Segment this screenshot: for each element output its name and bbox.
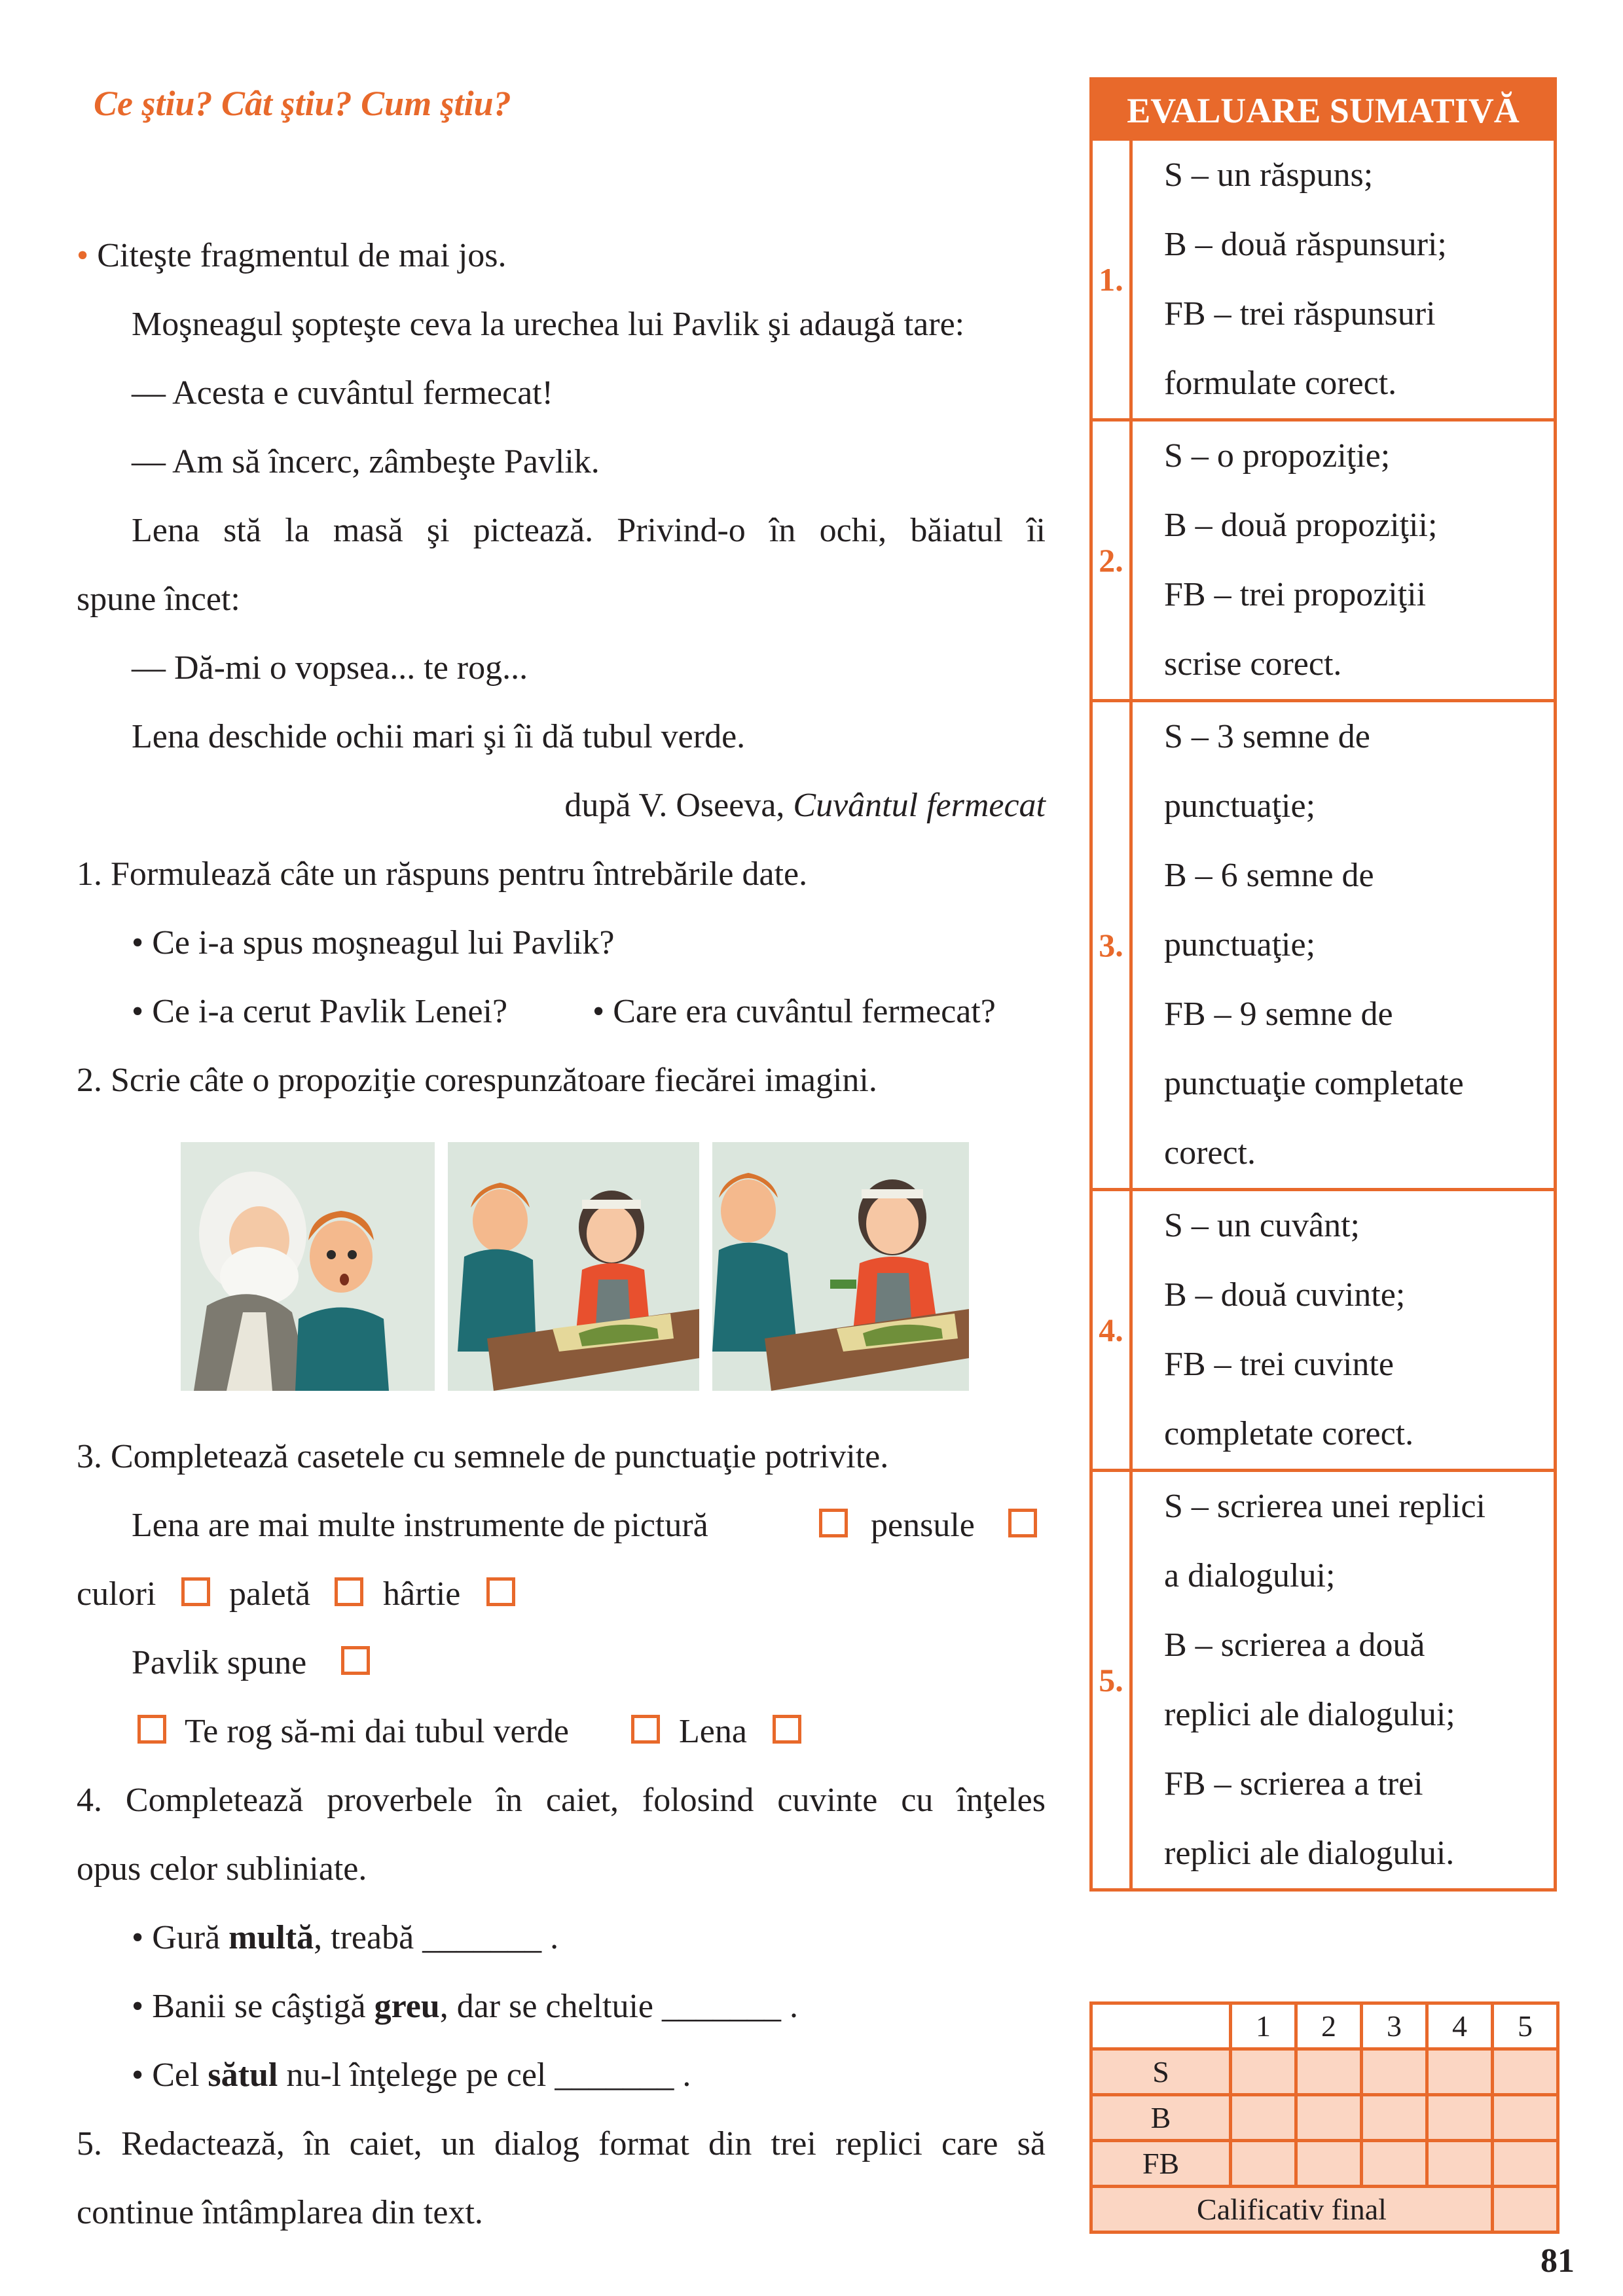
text-line-2: — Acesta e cuvântul fermecat!	[132, 374, 553, 412]
illustration-girl-giving-tube	[712, 1142, 969, 1391]
source-citation: după V. Oseeva, Cuvântul fermecat	[564, 787, 1046, 824]
score-cell[interactable]	[1493, 2095, 1558, 2141]
evaluation-row-number: 4.	[1093, 1191, 1133, 1469]
text-line-1: Moşneagul şopteşte ceva la urechea lui Pavlik şi adaugă tare:	[132, 306, 965, 343]
score-cell[interactable]	[1362, 2141, 1427, 2187]
criterion-line: B – două propoziţii;	[1164, 507, 1438, 544]
criterion-line: replici ale dialogului.	[1164, 1835, 1455, 1872]
criterion-line: S – scrierea unei replici	[1164, 1488, 1486, 1525]
score-column-header: 2	[1296, 2003, 1362, 2049]
score-row-label: B	[1091, 2095, 1231, 2141]
evaluation-row-2	[1093, 418, 1554, 699]
score-cell[interactable]	[1296, 2049, 1362, 2095]
score-row-label: FB	[1091, 2141, 1231, 2187]
punctuation-box-2[interactable]	[1008, 1509, 1037, 1537]
punctuation-box-4[interactable]	[335, 1577, 363, 1606]
task-3-line-1a: Lena are mai multe instrumente de pictură	[132, 1507, 708, 1544]
evaluation-row-4	[1093, 1188, 1554, 1469]
section-heading: Ce ştiu? Cât ştiu? Cum ştiu?	[94, 84, 511, 123]
task-5-line-1: 5. Redactează, în caiet, un dialog format din trei replici care să	[77, 2125, 1046, 2162]
criterion-line: a dialogului;	[1164, 1557, 1336, 1594]
punctuation-box-6[interactable]	[341, 1646, 370, 1675]
score-cell[interactable]	[1296, 2141, 1362, 2187]
text-line-7: Lena deschide ochii mari şi îi dă tubul verde.	[132, 718, 746, 755]
punctuation-box-5[interactable]	[486, 1577, 515, 1606]
punctuation-box-7[interactable]	[137, 1715, 166, 1744]
task-4-title-2: opus celor subliniate.	[77, 1850, 367, 1888]
task-3-line-2b: paletă	[229, 1575, 311, 1613]
text-line-6: — Dă-mi o vopsea... te rog...	[132, 649, 528, 687]
score-cell[interactable]	[1362, 2095, 1427, 2141]
score-table	[1089, 2001, 1559, 2234]
proverb-3: • Cel sătul nu-l înţelege pe cel _______ .	[132, 2056, 691, 2094]
score-row-final	[1091, 2187, 1558, 2233]
score-cell[interactable]	[1231, 2095, 1296, 2141]
evaluation-header: EVALUARE SUMATIVĂ	[1093, 81, 1554, 141]
instruction: • Citeşte fragmentul de mai jos.	[77, 237, 507, 274]
punctuation-box-3[interactable]	[181, 1577, 210, 1606]
criterion-line: B – două cuvinte;	[1164, 1276, 1406, 1314]
task-1-title: 1. Formulează câte un răspuns pentru întrebările date.	[77, 855, 808, 893]
task-3-title: 3. Completează casetele cu semnele de punctuaţie potrivite.	[77, 1438, 889, 1475]
proverb-2: • Banii se câştigă greu, dar se cheltuie _______ .	[132, 1988, 798, 2025]
task-4-title-1: 4. Completează proverbele în caiet, folosind cuvinte cu înţeles	[77, 1782, 1046, 1819]
final-grade-label: Calificativ final	[1091, 2187, 1493, 2233]
bullet: •	[77, 237, 98, 274]
task-2-title: 2. Scrie câte o propoziţie corespunzătoare fiecărei imagini.	[77, 1062, 877, 1099]
task-3-line-3: Pavlik spune	[132, 1644, 307, 1681]
evaluation-table	[1089, 77, 1557, 1892]
task-3-line-4b: Lena	[679, 1713, 747, 1750]
old-man-whisper-drawing	[181, 1142, 435, 1391]
score-column-header: 3	[1362, 2003, 1427, 2049]
criterion-line: FB – trei propoziţii	[1164, 576, 1427, 613]
score-row-fb	[1091, 2141, 1558, 2187]
criterion-line: replici ale dialogului;	[1164, 1696, 1455, 1733]
text-line-4: Lena stă la masă şi pictează. Privind-o în ochi, băiatul îi	[132, 512, 1046, 549]
score-cell[interactable]	[1296, 2095, 1362, 2141]
score-column-header: 5	[1493, 2003, 1558, 2049]
painting-scene-drawing	[448, 1142, 699, 1391]
score-cell[interactable]	[1231, 2049, 1296, 2095]
page-number: 81	[1541, 2242, 1575, 2280]
task-3-line-2a: culori	[77, 1575, 156, 1613]
criterion-line: corect.	[1164, 1134, 1256, 1172]
score-row-s	[1091, 2049, 1558, 2095]
criterion-line: B – scrierea a două	[1164, 1626, 1425, 1664]
criterion-line: B – două răspunsuri;	[1164, 226, 1447, 263]
evaluation-row-3	[1093, 699, 1554, 1188]
criterion-line: formulate corect.	[1164, 365, 1397, 402]
task-5-line-2: continue întâmplarea din text.	[77, 2194, 483, 2231]
criterion-line: punctuaţie;	[1164, 787, 1316, 825]
criterion-line: punctuaţie;	[1164, 926, 1316, 963]
criterion-line: S – 3 semne de	[1164, 718, 1370, 755]
criterion-line: FB – 9 semne de	[1164, 996, 1393, 1033]
score-cell[interactable]	[1231, 2141, 1296, 2187]
criterion-line: punctuaţie completate	[1164, 1065, 1464, 1102]
illustration-old-man-whispering	[181, 1142, 435, 1391]
criterion-line: S – un cuvânt;	[1164, 1207, 1360, 1244]
evaluation-row-number: 3.	[1093, 702, 1133, 1188]
score-cell[interactable]	[1427, 2141, 1493, 2187]
evaluation-row-number: 5.	[1093, 1472, 1133, 1888]
criterion-line: S – o propoziţie;	[1164, 437, 1391, 475]
punctuation-box-9[interactable]	[773, 1715, 801, 1744]
task-3-line-1b: pensule	[871, 1507, 975, 1544]
text-line-5: spune încet:	[77, 581, 240, 618]
criterion-line: FB – trei răspunsuri	[1164, 295, 1436, 332]
giving-tube-drawing	[712, 1142, 969, 1391]
evaluation-row-5	[1093, 1469, 1554, 1888]
score-cell[interactable]	[1427, 2049, 1493, 2095]
score-column-header: 4	[1427, 2003, 1493, 2049]
score-cell[interactable]	[1362, 2049, 1427, 2095]
criterion-line: FB – scrierea a trei	[1164, 1765, 1423, 1803]
score-column-header: 1	[1231, 2003, 1296, 2049]
criterion-line: B – 6 semne de	[1164, 857, 1374, 894]
score-header-row	[1091, 2003, 1558, 2049]
text-line-3: — Am să încerc, zâmbeşte Pavlik.	[132, 443, 600, 480]
score-cell[interactable]	[1427, 2095, 1493, 2141]
criterion-line: completate corect.	[1164, 1415, 1414, 1452]
evaluation-row-1	[1093, 141, 1554, 418]
punctuation-box-1[interactable]	[819, 1509, 848, 1537]
score-row-label: S	[1091, 2049, 1231, 2095]
illustration-boy-and-girl-painting	[448, 1142, 699, 1391]
criterion-line: S – un răspuns;	[1164, 156, 1374, 194]
evaluation-row-number: 1.	[1093, 141, 1133, 418]
task-3-line-4a: Te rog să-mi dai tubul verde	[185, 1713, 569, 1750]
score-cell[interactable]	[1493, 2141, 1558, 2187]
task-1-question-1: • Ce i-a spus moşneagul lui Pavlik?	[132, 924, 615, 961]
criterion-line: scrise corect.	[1164, 645, 1342, 683]
score-cell[interactable]	[1493, 2049, 1558, 2095]
task-3-line-2c: hârtie	[383, 1575, 461, 1613]
criterion-line: FB – trei cuvinte	[1164, 1346, 1394, 1383]
score-corner-cell	[1091, 2003, 1231, 2049]
task-1-question-2: • Ce i-a cerut Pavlik Lenei?	[132, 993, 508, 1030]
evaluation-row-number: 2.	[1093, 422, 1133, 699]
task-1-question-3: • Care era cuvântul fermecat?	[593, 993, 996, 1030]
final-grade-cell[interactable]	[1493, 2187, 1558, 2233]
proverb-1: • Gură multă, treabă _______ .	[132, 1919, 559, 1956]
score-row-b	[1091, 2095, 1558, 2141]
punctuation-box-8[interactable]	[631, 1715, 660, 1744]
